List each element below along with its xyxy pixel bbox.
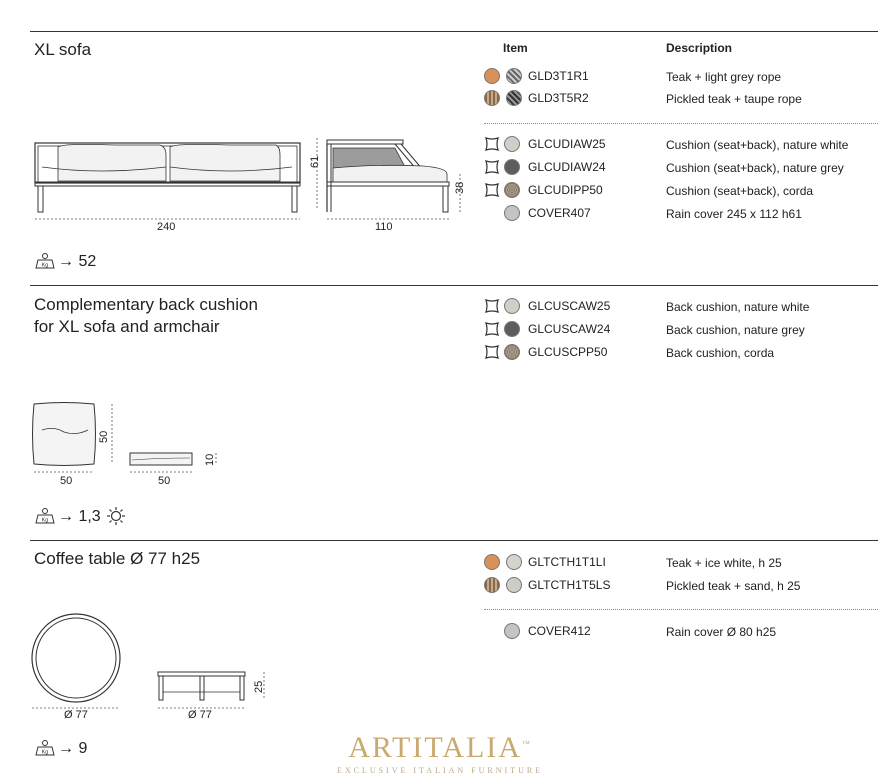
dim-table-diameter-top: Ø 77 xyxy=(64,709,88,721)
artitalia-logo xyxy=(330,728,550,775)
top-rule xyxy=(30,31,878,32)
weight-value-sofa xyxy=(58,253,96,271)
weight-icon xyxy=(34,507,56,525)
item-code: COVER407 xyxy=(528,206,591,220)
section-rule xyxy=(30,540,878,541)
item-description: Pickled teak + taupe rope xyxy=(666,92,802,106)
dotted-separator xyxy=(484,123,878,124)
cushion-icon xyxy=(484,321,500,337)
corda-swatch xyxy=(504,182,520,198)
cover-swatch xyxy=(504,205,520,221)
logo-art: ART xyxy=(348,731,413,764)
list-item xyxy=(0,68,878,88)
logo-tagline: EXCLUSIVE ITALIAN FURNITURE xyxy=(336,766,544,775)
item-code: GLCUDIPP50 xyxy=(528,183,603,197)
item-description: Cushion (seat+back), corda xyxy=(666,184,814,198)
dim-cushion-width-side: 50 xyxy=(158,475,171,487)
svg-text:Kg: Kg xyxy=(41,262,49,269)
nature-white-swatch xyxy=(504,136,520,152)
item-code: GLCUSCAW25 xyxy=(528,299,611,313)
item-description: Rain cover Ø 80 h25 xyxy=(666,625,777,639)
item-description: Cushion (seat+back), nature white xyxy=(666,138,849,152)
weight-number: 52 xyxy=(78,253,97,270)
list-item xyxy=(0,182,878,202)
dim-sofa-width: 240 xyxy=(157,221,176,233)
cushion-icon xyxy=(484,344,500,360)
pickled-teak-swatch xyxy=(484,577,500,593)
dim-sofa-depth: 110 xyxy=(375,221,393,233)
item-description: Cushion (seat+back), nature grey xyxy=(666,161,844,175)
section-title-coffee-table: Coffee table Ø 77 h25 xyxy=(34,549,201,568)
weight-number: 1,3 xyxy=(78,508,101,525)
weight-value-table xyxy=(58,740,87,758)
cushion-icon xyxy=(484,182,500,198)
dim-table-height: 25 xyxy=(253,680,265,693)
teak-swatch xyxy=(484,554,500,570)
sand-swatch xyxy=(506,577,522,593)
item-description: Back cushion, corda xyxy=(666,346,775,360)
dim-cushion-width: 50 xyxy=(60,475,73,487)
item-description: Teak + ice white, h 25 xyxy=(666,556,782,570)
list-item xyxy=(0,623,878,643)
item-description: Pickled teak + sand, h 25 xyxy=(666,579,801,593)
weight-arrow: → xyxy=(58,740,74,757)
list-item xyxy=(0,298,878,318)
item-code: GLTCTH1T5LS xyxy=(528,578,611,592)
list-item xyxy=(0,159,878,179)
list-item xyxy=(0,205,878,225)
svg-text:Kg: Kg xyxy=(41,517,49,524)
light-grey-rope-swatch xyxy=(506,68,522,84)
weight-number: 9 xyxy=(78,740,88,757)
header-description: Description xyxy=(666,41,733,55)
dim-cushion-height: 50 xyxy=(98,430,110,443)
item-code: GLCUDIAW24 xyxy=(528,160,606,174)
cushion-icon xyxy=(484,298,500,314)
cover-swatch xyxy=(504,623,520,639)
list-item xyxy=(0,90,878,110)
section-title-back-cushion-line1: Complementary back cushion xyxy=(34,295,258,314)
weight-icon xyxy=(34,739,56,757)
logo-italia: ITALIA xyxy=(412,731,522,764)
logo-wordmark xyxy=(330,728,550,764)
weight-value-cushion xyxy=(58,508,101,526)
list-item xyxy=(0,344,878,364)
section-title-xl-sofa: XL sofa xyxy=(34,40,92,59)
section-rule xyxy=(30,285,878,286)
header-item: Item xyxy=(503,41,528,55)
list-item xyxy=(0,577,878,597)
item-code: COVER412 xyxy=(528,624,591,638)
list-item xyxy=(0,136,878,156)
item-description: Back cushion, nature grey xyxy=(666,323,805,337)
svg-text:Kg: Kg xyxy=(41,749,49,756)
dotted-separator xyxy=(484,609,878,610)
item-code: GLD3T5R2 xyxy=(528,91,589,105)
dim-table-diameter-side: Ø 77 xyxy=(188,709,212,721)
dim-cushion-thickness: 10 xyxy=(204,453,216,466)
back-cushion-drawing xyxy=(28,400,223,480)
item-code: GLCUSCPP50 xyxy=(528,345,608,359)
nature-white-swatch xyxy=(504,298,520,314)
taupe-rope-swatch xyxy=(506,90,522,106)
weight-arrow: → xyxy=(58,508,74,525)
item-code: GLD3T1R1 xyxy=(528,69,589,83)
dim-sofa-seat-height: 38 xyxy=(454,181,466,194)
logo-tm: ™ xyxy=(521,739,532,748)
teak-swatch xyxy=(484,68,500,84)
item-description: Back cushion, nature white xyxy=(666,300,810,314)
nature-grey-swatch xyxy=(504,159,520,175)
ice-white-swatch xyxy=(506,554,522,570)
weight-arrow: → xyxy=(58,253,74,270)
item-code: GLCUSCAW24 xyxy=(528,322,611,336)
item-description: Rain cover 245 x 112 h61 xyxy=(666,207,802,221)
dim-sofa-height: 61 xyxy=(309,155,321,168)
cushion-icon xyxy=(484,159,500,175)
section-title-back-cushion-line2: for XL sofa and armchair xyxy=(34,317,220,336)
nature-grey-swatch xyxy=(504,321,520,337)
list-item xyxy=(0,554,878,574)
cushion-icon xyxy=(484,136,500,152)
weight-icon xyxy=(34,252,56,270)
list-item xyxy=(0,321,878,341)
corda-swatch xyxy=(504,344,520,360)
pickled-teak-swatch xyxy=(484,90,500,106)
item-code: GLCUDIAW25 xyxy=(528,137,606,151)
sun-icon xyxy=(106,506,126,526)
item-code: GLTCTH1T1LI xyxy=(528,555,606,569)
item-description: Teak + light grey rope xyxy=(666,70,782,84)
